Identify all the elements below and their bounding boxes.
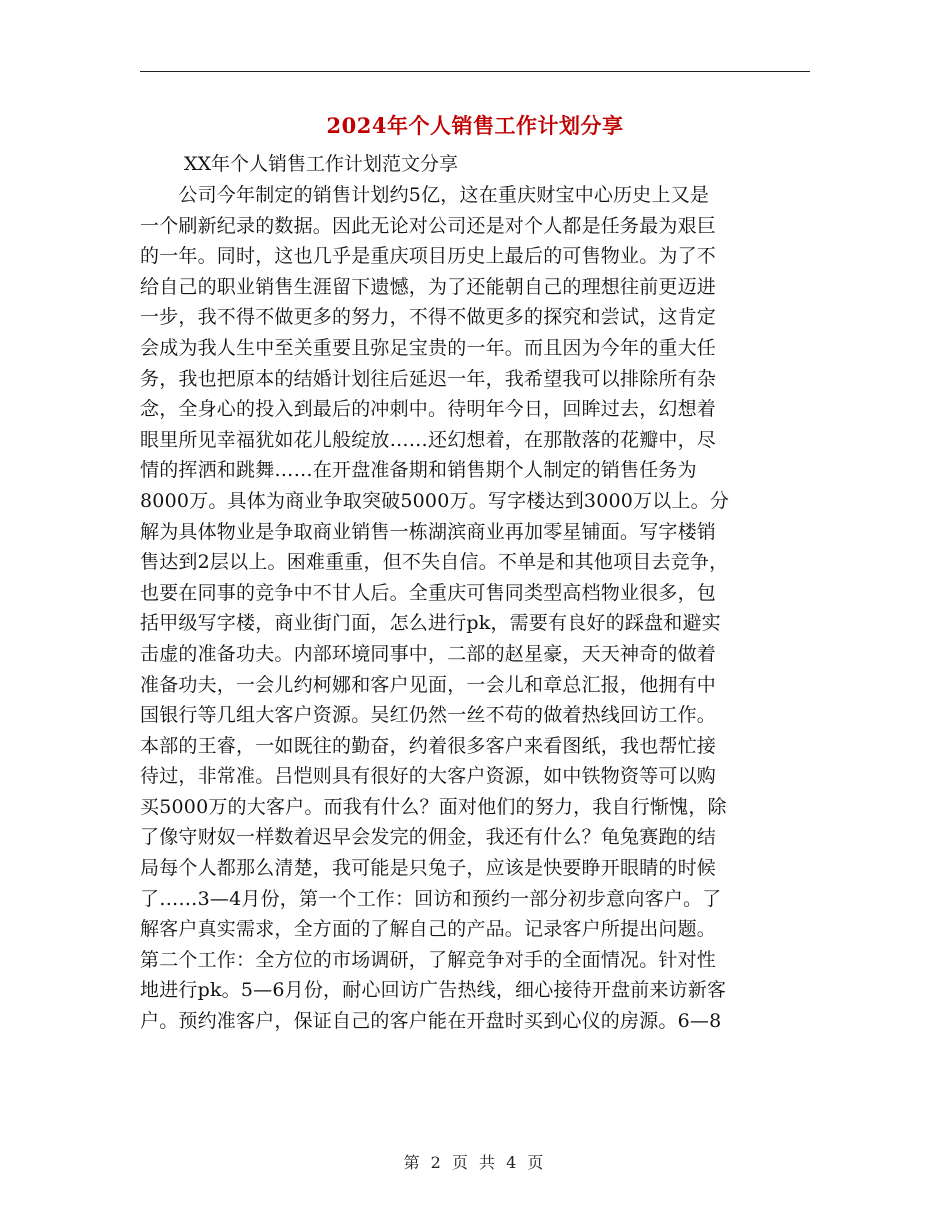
body-line: 的一年。同时，这也几乎是重庆项目历史上最后的可售物业。为了不 xyxy=(140,245,717,268)
body-line: 解为具体物业是争取商业销售一栋湖滨商业再加零星铺面。写字楼销 xyxy=(140,520,717,543)
body-line: 地进行pk。5—6月份，耐心回访广告热线，细心接待开盘前来访新客 xyxy=(140,979,727,1002)
body-line: 第二个工作：全方位的市场调研，了解竞争对手的全面情况。针对性 xyxy=(140,948,717,971)
header-rule xyxy=(140,71,810,72)
body-line: 务，我也把原本的结婚计划往后延迟一年，我希望我可以排除所有杂 xyxy=(140,367,717,390)
body-line: 本部的王睿，一如既往的勤奋，约着很多客户来看图纸，我也帮忙接 xyxy=(140,734,717,757)
body-line: 公司今年制定的销售计划约5亿，这在重庆财宝中心历史上又是 xyxy=(140,184,710,206)
body-line: 售达到2层以上。困难重重，但不失自信。不单是和其他项目去竞争， xyxy=(140,551,729,574)
body-line: 一步，我不得不做更多的努力，不得不做更多的探究和尝试，这肯定 xyxy=(140,306,717,329)
body-line: 局每个人都那么清楚，我可能是只兔子，应该是快要睁开眼睛的时候 xyxy=(140,857,717,880)
body-line: 情的挥洒和跳舞……在开盘准备期和销售期个人制定的销售任务为 xyxy=(140,459,697,482)
body-line: 了……3—4月份，第一个工作：回访和预约一部分初步意向客户。了 xyxy=(140,887,722,910)
body-line: 击虚的准备功夫。内部环境同事中，二部的赵星豪，天天神奇的做着 xyxy=(140,642,717,665)
body-line: 户。预约准客户，保证自己的客户能在开盘时买到心仪的房源。6—8 xyxy=(140,1010,722,1033)
document-body xyxy=(140,180,810,1037)
body-line: 国银行等几组大客户资源。吴红仍然一丝不苟的做着热线回访工作。 xyxy=(140,704,717,727)
body-line: 解客户真实需求，全方面的了解自己的产品。记录客户所提出问题。 xyxy=(140,918,717,941)
body-line: 一个刷新纪录的数据。因此无论对公司还是对个人都是任务最为艰巨 xyxy=(140,214,717,237)
body-line: 待过，非常准。吕恺则具有很好的大客户资源，如中铁物资等可以购 xyxy=(140,765,717,788)
document-title: 2024年个人销售工作计划分享 xyxy=(326,113,624,138)
body-line: 会成为我人生中至关重要且弥足宝贵的一年。而且因为今年的重大任 xyxy=(140,336,717,359)
body-line: 也要在同事的竞争中不甘人后。全重庆可售同类型高档物业很多，包 xyxy=(140,581,717,604)
body-line: 念，全身心的投入到最后的冲刺中。待明年今日，回眸过去，幻想着 xyxy=(140,398,717,421)
body-line: 了像守财奴一样数着迟早会发完的佣金，我还有什么？龟兔赛跑的结 xyxy=(140,826,717,849)
document-subtitle: XX年个人销售工作计划范文分享 xyxy=(184,153,459,175)
body-line: 眼里所见幸福犹如花儿般绽放……还幻想着，在那散落的花瓣中，尽 xyxy=(140,428,717,451)
body-line: 准备功夫，一会儿约柯娜和客户见面，一会儿和章总汇报，他拥有中 xyxy=(140,673,717,696)
body-line: 给自己的职业销售生涯留下遗憾，为了还能朝自己的理想往前更迈进 xyxy=(140,275,717,298)
body-line: 买5000万的大客户。而我有什么？面对他们的努力，我自行惭愧，除 xyxy=(140,795,727,818)
page-footer: 第 2 页 共 4 页 xyxy=(403,1153,547,1172)
body-line: 括甲级写字楼，商业街门面，怎么进行pk，需要有良好的踩盘和避实 xyxy=(140,612,721,635)
body-line: 8000万。具体为商业争取突破5000万。写字楼达到3000万以上。分 xyxy=(140,489,730,512)
